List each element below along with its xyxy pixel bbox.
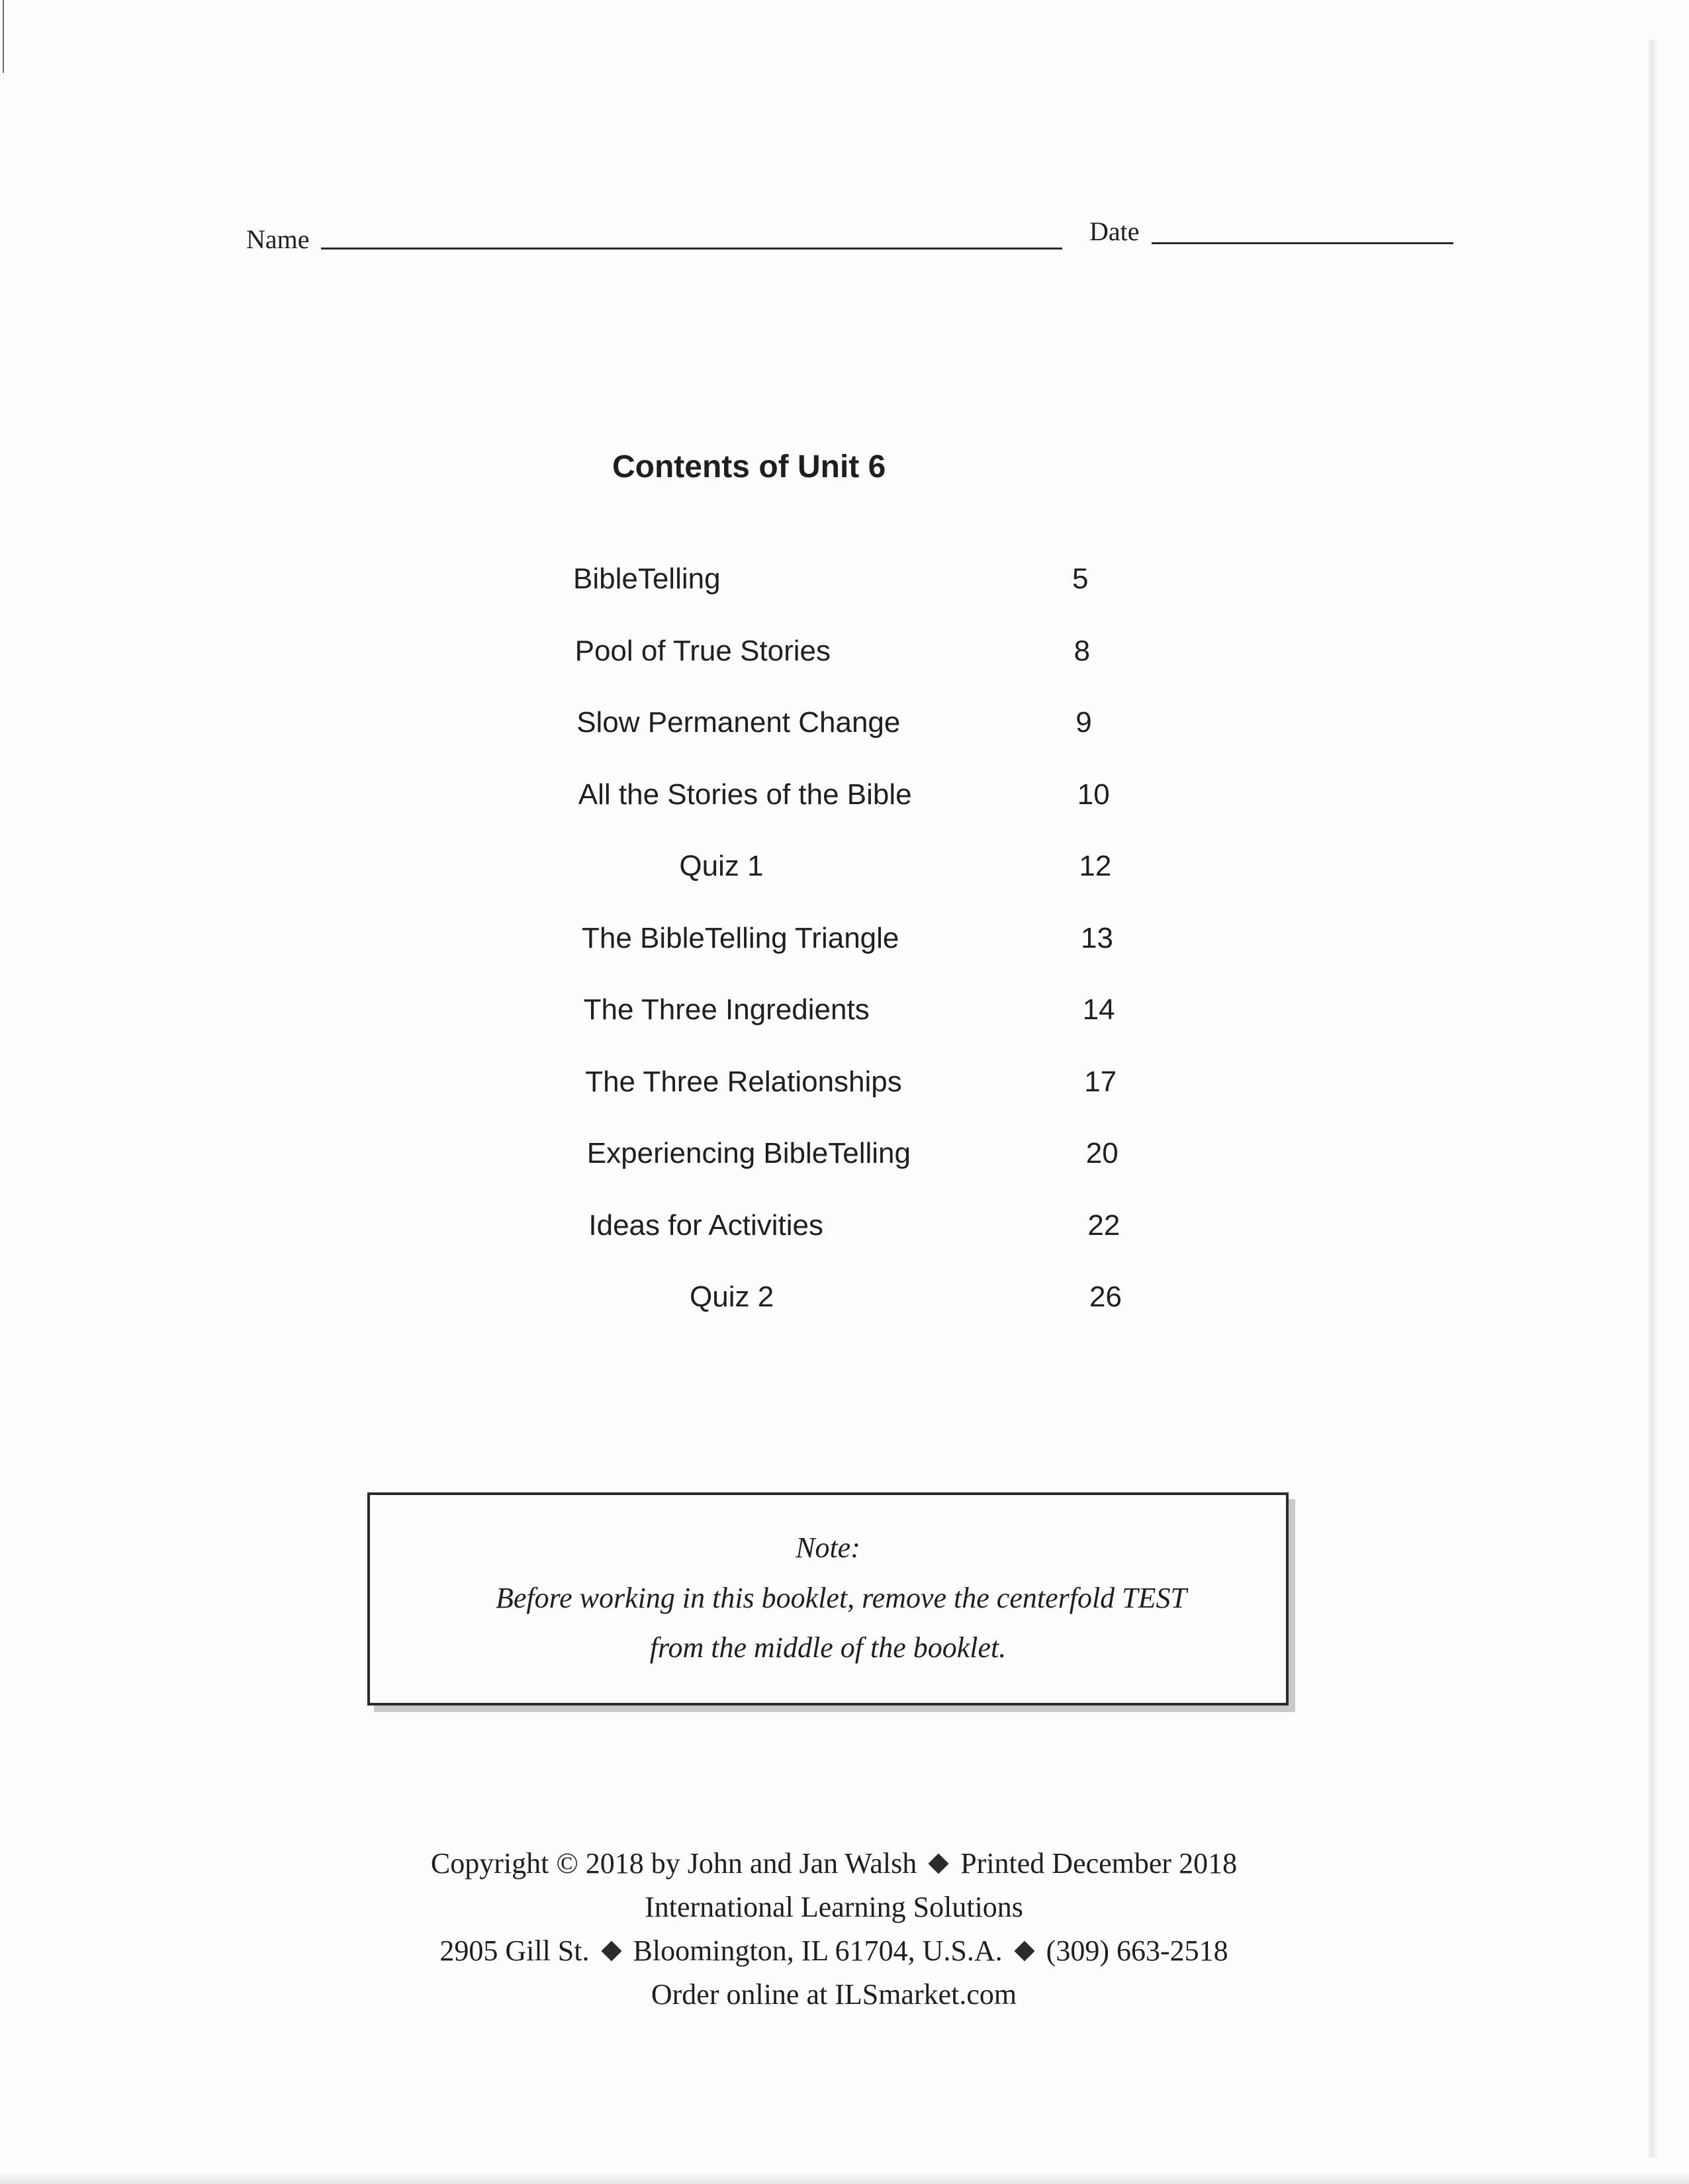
toc-entry-page: 17 [1084, 1065, 1117, 1098]
toc-entry-title: Ideas for Activities [588, 1208, 823, 1242]
address-city: Bloomington, IL 61704, U.S.A. [633, 1934, 1003, 1967]
note-line-2: from the middle of the booklet. [649, 1631, 1007, 1664]
toc-entry-title: Experiencing BibleTelling [586, 1137, 911, 1169]
toc-entry-title: Pool of True Stories [574, 634, 831, 667]
toc-entry-page: 9 [1075, 706, 1092, 739]
toc-entry-title: The Three Ingredients [583, 993, 870, 1026]
toc-entry-title: All the Stories of the Bible [578, 778, 912, 811]
toc-entry [585, 1066, 1181, 1105]
toc-entry-page: 13 [1081, 921, 1113, 954]
toc-entry [590, 1281, 1186, 1320]
toc-entry [584, 993, 1179, 1033]
name-label: Name [246, 224, 310, 254]
toc-entry-page: 20 [1085, 1137, 1118, 1169]
diamond-bullet-icon [601, 1940, 621, 1961]
toc-entry-page: 14 [1082, 993, 1115, 1026]
toc-entry [576, 706, 1172, 746]
phone-number: (309) 663-2518 [1046, 1934, 1228, 1967]
toc-entry-page: 22 [1087, 1208, 1120, 1242]
toc-entry-title: Quiz 2 [690, 1281, 774, 1313]
footer-order-online: Order online at ILSmarket.com [651, 1978, 1017, 2011]
printed-date: Printed December 2018 [960, 1847, 1238, 1880]
date-label: Date [1089, 216, 1140, 246]
toc-entry-title: The BibleTelling Triangle [582, 921, 899, 954]
toc-entry [578, 778, 1174, 818]
footer-address-line [371, 1934, 1297, 1968]
toc-entry-title: Slow Permanent Change [576, 706, 901, 739]
toc-title: Contents of Unit 6 [612, 449, 886, 484]
toc-entry-page: 12 [1079, 850, 1112, 882]
toc-entry-page: 10 [1077, 778, 1110, 811]
toc-entry-page: 5 [1072, 563, 1089, 595]
note-line-1: Before working in this booklet, remove the centerfold TEST [496, 1582, 1187, 1614]
footer-company: International Learning Solutions [645, 1891, 1023, 1923]
diamond-bullet-icon [1014, 1940, 1034, 1961]
toc-entry-title: Quiz 1 [679, 850, 764, 882]
footer-copyright-line [371, 1846, 1297, 1880]
note-heading: Note: [796, 1531, 860, 1564]
toc-entry [588, 1209, 1184, 1249]
note-box [367, 1492, 1289, 1706]
copyright-text: Copyright © 2018 by John and Jan Walsh [430, 1847, 917, 1880]
toc-entry [587, 1137, 1183, 1177]
toc-entry-title: BibleTelling [573, 563, 721, 595]
address-street: 2905 Gill St. [439, 1934, 590, 1967]
toc-entry-title: The Three Relationships [585, 1065, 902, 1098]
toc-entry [573, 563, 1169, 602]
diamond-bullet-icon [929, 1853, 949, 1874]
toc-entry [580, 850, 1175, 889]
toc-entry [582, 922, 1177, 962]
toc-entry-page: 26 [1089, 1281, 1122, 1313]
toc-entry [575, 635, 1171, 674]
toc-entry-page: 8 [1073, 634, 1091, 667]
